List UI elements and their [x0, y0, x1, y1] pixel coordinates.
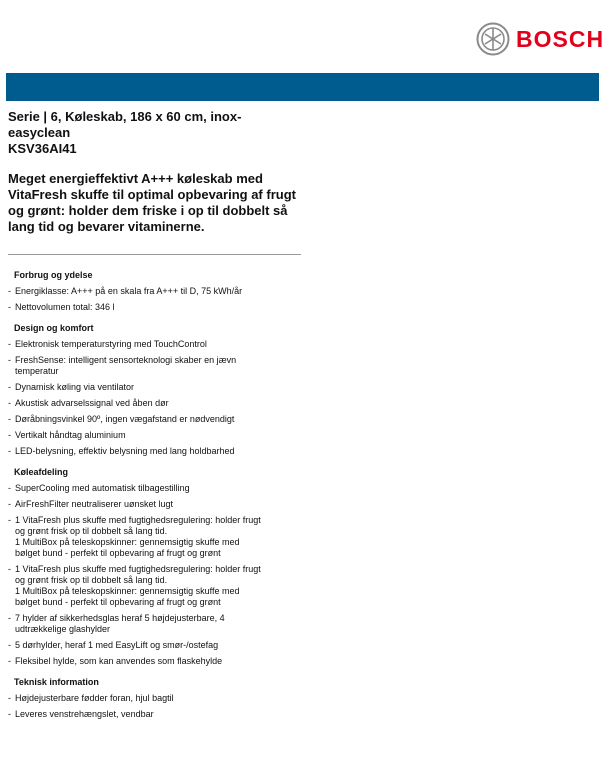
spec-item-text: Akustisk advarselssignal ved åben dør — [15, 398, 169, 408]
spec-item-text: 5 dørhylder, heraf 1 med EasyLift og smør-/ostefag — [15, 640, 219, 650]
spec-item-text: Energiklasse: A+++ på en skala fra A+++ til D, 75 kWh/år — [15, 286, 243, 296]
spec-item-text: Højdejusterbare fødder foran, hjul bagtil — [15, 693, 174, 703]
spec-item — [8, 709, 308, 720]
spec-item — [8, 640, 308, 651]
bullet-dash: - — [8, 302, 11, 312]
spec-item-text: FreshSense: intelligent sensorteknologi skaber en jævn temperatur — [15, 355, 237, 376]
bullet-dash: - — [8, 446, 11, 456]
spec-item — [8, 302, 308, 313]
spec-item-text: Fleksibel hylde, som kan anvendes som flaskehylde — [15, 656, 223, 666]
spec-item — [8, 398, 308, 409]
section-heading: Teknisk information — [14, 677, 99, 687]
spec-item — [8, 656, 308, 667]
spec-item — [8, 355, 308, 377]
spec-item — [8, 339, 308, 350]
bullet-dash: - — [8, 339, 11, 349]
spec-item-text: LED-belysning, effektiv belysning med lang holdbarhed — [15, 446, 235, 456]
spec-item — [8, 430, 308, 441]
spec-section — [8, 270, 308, 313]
spec-item-text: 1 VitaFresh plus skuffe med fugtighedsregulering: holder frugt og grønt frisk op til dobbelt så lang tid. 1 MultiBox på teleskopskinner: gennemsigtig skuffe med bølget bund - perfekt til opbevaring af frugt og grønt — [15, 515, 261, 558]
bullet-dash: - — [8, 693, 11, 703]
spec-item-text: Leveres venstrehængslet, vendbar — [15, 709, 154, 719]
spec-item-text: Elektronisk temperaturstyring med TouchControl — [15, 339, 207, 349]
brand-name: BOSCH — [516, 25, 605, 52]
spec-item — [8, 382, 308, 393]
spec-item — [8, 693, 308, 704]
bullet-dash: - — [8, 640, 11, 650]
section-heading: Køleafdeling — [14, 467, 69, 477]
product-title: Serie | 6, Køleskab, 186 x 60 cm, inox-easyclean — [8, 109, 242, 140]
spec-item-text: SuperCooling med automatisk tilbagestilling — [15, 483, 190, 493]
spec-item — [8, 414, 308, 425]
bullet-dash: - — [8, 398, 11, 408]
spec-section — [8, 467, 308, 667]
brand-logo — [476, 22, 604, 56]
spec-item-text: Dynamisk køling via ventilator — [15, 382, 135, 392]
spec-item — [8, 499, 308, 510]
spec-item — [8, 483, 308, 494]
product-model: KSV36AI41 — [8, 141, 77, 156]
section-heading: Forbrug og ydelse — [14, 270, 93, 280]
spec-item — [8, 286, 308, 297]
bullet-dash: - — [8, 709, 11, 719]
product-title-block — [8, 109, 298, 157]
bullet-dash: - — [8, 430, 11, 440]
header-bar — [6, 73, 599, 101]
bullet-dash: - — [8, 483, 11, 493]
spec-item — [8, 446, 308, 457]
bullet-dash: - — [8, 355, 11, 365]
bullet-dash: - — [8, 656, 11, 666]
spec-item — [8, 613, 308, 635]
bullet-dash: - — [8, 382, 11, 392]
spec-item-text: Døråbningsvinkel 90º, ingen vægafstand er nødvendigt — [15, 414, 235, 424]
spec-item-text: 1 VitaFresh plus skuffe med fugtighedsregulering: holder frugt og grønt frisk op til dobbelt så lang tid. 1 MultiBox på teleskopskinner: gennemsigtig skuffe med bølget bund - perfekt til opbevaring af frugt og grønt — [15, 564, 261, 607]
bullet-dash: - — [8, 515, 11, 525]
bullet-dash: - — [8, 499, 11, 509]
bullet-dash: - — [8, 286, 11, 296]
bullet-dash: - — [8, 613, 11, 623]
spec-section — [8, 323, 308, 457]
spec-list — [8, 270, 308, 730]
bullet-dash: - — [8, 564, 11, 574]
spec-item — [8, 515, 308, 559]
spec-item-text: AirFreshFilter neutraliserer uønsket lugt — [15, 499, 174, 509]
bosch-armature-icon — [476, 22, 510, 56]
product-description: Meget energieffektivt A+++ køleskab med VitaFresh skuffe til optimal opbevaring af frugt og grønt: holder dem friske i op til dobbelt så lang tid og bevarer vitaminerne. — [8, 171, 296, 234]
section-heading: Design og komfort — [14, 323, 94, 333]
spec-item-text: Nettovolumen total: 346 l — [15, 302, 115, 312]
spec-item-text: 7 hylder af sikkerhedsglas heraf 5 højdejusterbare, 4 udtrækkelige glashylder — [15, 613, 225, 634]
spec-item — [8, 564, 308, 608]
spec-item-text: Vertikalt håndtag aluminium — [15, 430, 126, 440]
divider — [8, 254, 301, 255]
bullet-dash: - — [8, 414, 11, 424]
spec-section — [8, 677, 308, 720]
